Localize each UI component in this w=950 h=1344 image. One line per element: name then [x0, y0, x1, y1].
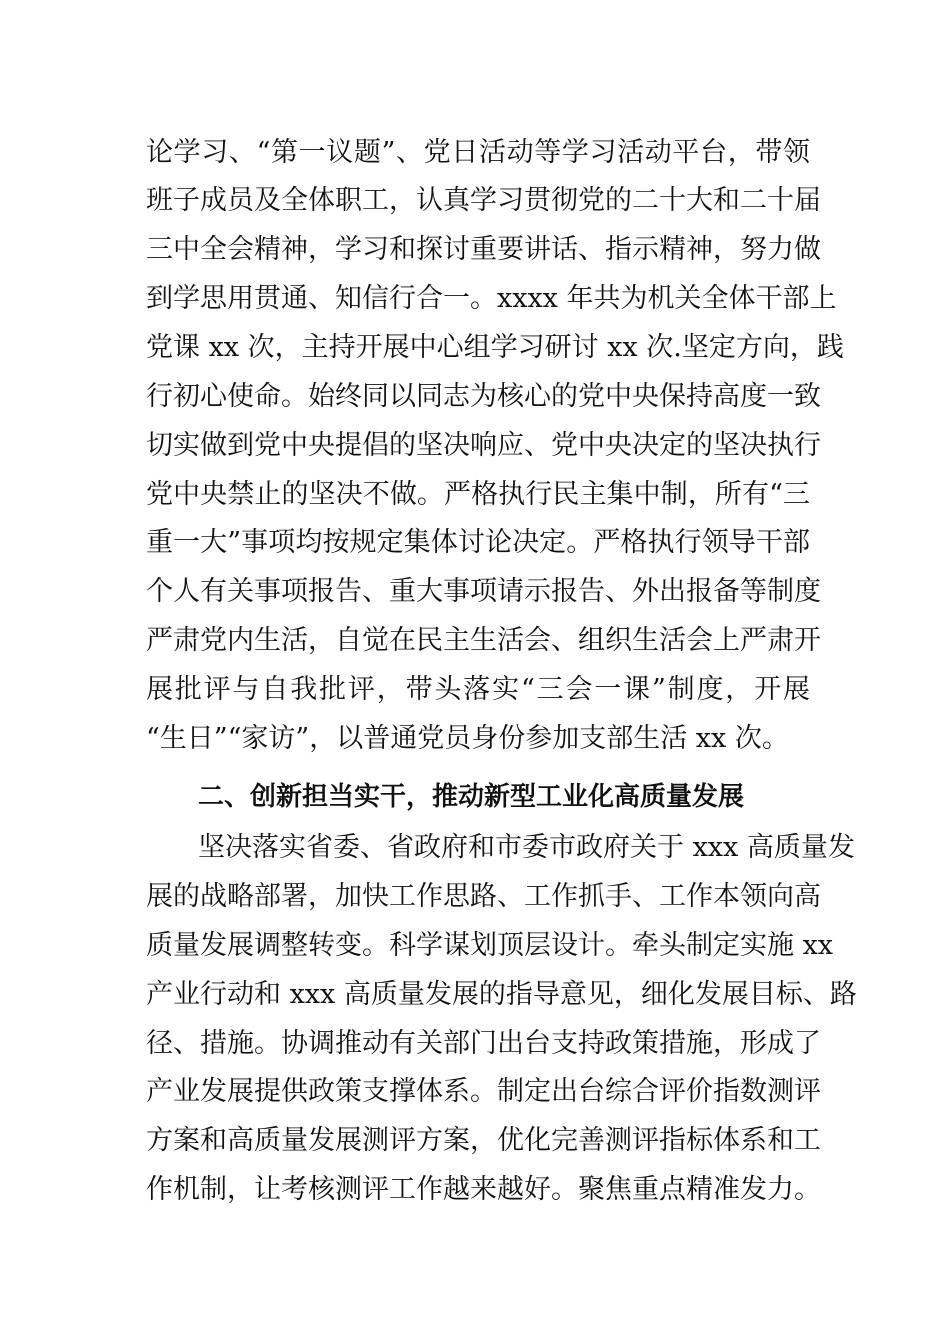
- paragraph-line: 三中全会精神，学习和探讨重要讲话、指示精神，努力做: [146, 234, 821, 265]
- paragraph-line: 个人有关事项报告、重大事项请示报告、外出报备等制度: [146, 576, 821, 607]
- paragraph-line: “生日”“家访”，以普通党员身份参加支部生活 xx 次。: [146, 723, 789, 754]
- paragraph-line: 展批评与自我批评，带头落实“三会一课”制度，开展: [146, 674, 810, 705]
- paragraph-line: 重一大”事项均按规定集体讨论决定。严格执行领导干部: [146, 527, 810, 558]
- paragraph-line: 坚决落实省委、省政府和市委市政府关于 xxx 高质量发: [198, 832, 855, 863]
- paragraph-line: 到学思用贯通、知信行合一。xxxx 年共为机关全体干部上: [146, 283, 837, 314]
- paragraph-line: 论学习、“第一议题”、党日活动等学习活动平台，带领: [146, 137, 810, 168]
- paragraph-line: 质量发展调整转变。科学谋划顶层设计。牵头制定实施 xx: [146, 930, 834, 961]
- paragraph-line: 产业发展提供政策支撑体系。制定出台综合评价指数测评: [146, 1076, 821, 1107]
- paragraph-line: 径、措施。协调推动有关部门出台支持政策措施，形成了: [146, 1028, 821, 1059]
- paragraph-line: 党中央禁止的坚决不做。严格执行民主集中制，所有“三: [146, 479, 810, 510]
- paragraph-line: 班子成员及全体职工，认真学习贯彻党的二十大和二十届: [146, 185, 821, 216]
- paragraph-line: 切实做到党中央提倡的坚决响应、党中央决定的坚决执行: [146, 430, 821, 461]
- paragraph-line: 严肃党内生活，自觉在民主生活会、组织生活会上严肃开: [146, 625, 821, 656]
- paragraph-line: 党课 xx 次，主持开展中心组学习研讨 xx 次.坚定方向，践: [146, 332, 844, 363]
- paragraph-line: 产业行动和 xxx 高质量发展的指导意见，细化发展目标、路: [146, 979, 857, 1010]
- paragraph-line: 展的战略部署，加快工作思路、工作抓手、工作本领向高: [146, 881, 821, 912]
- paragraph-line: 行初心使命。始终同以同志为核心的党中央保持高度一致: [146, 381, 821, 412]
- paragraph-line: 作机制，让考核测评工作越来越好。聚焦重点精准发力。: [146, 1174, 821, 1205]
- paragraph-line: 方案和高质量发展测评方案，优化完善测评指标体系和工: [146, 1125, 821, 1156]
- section-heading: 二、创新担当实干，推动新型工业化高质量发展: [198, 782, 745, 812]
